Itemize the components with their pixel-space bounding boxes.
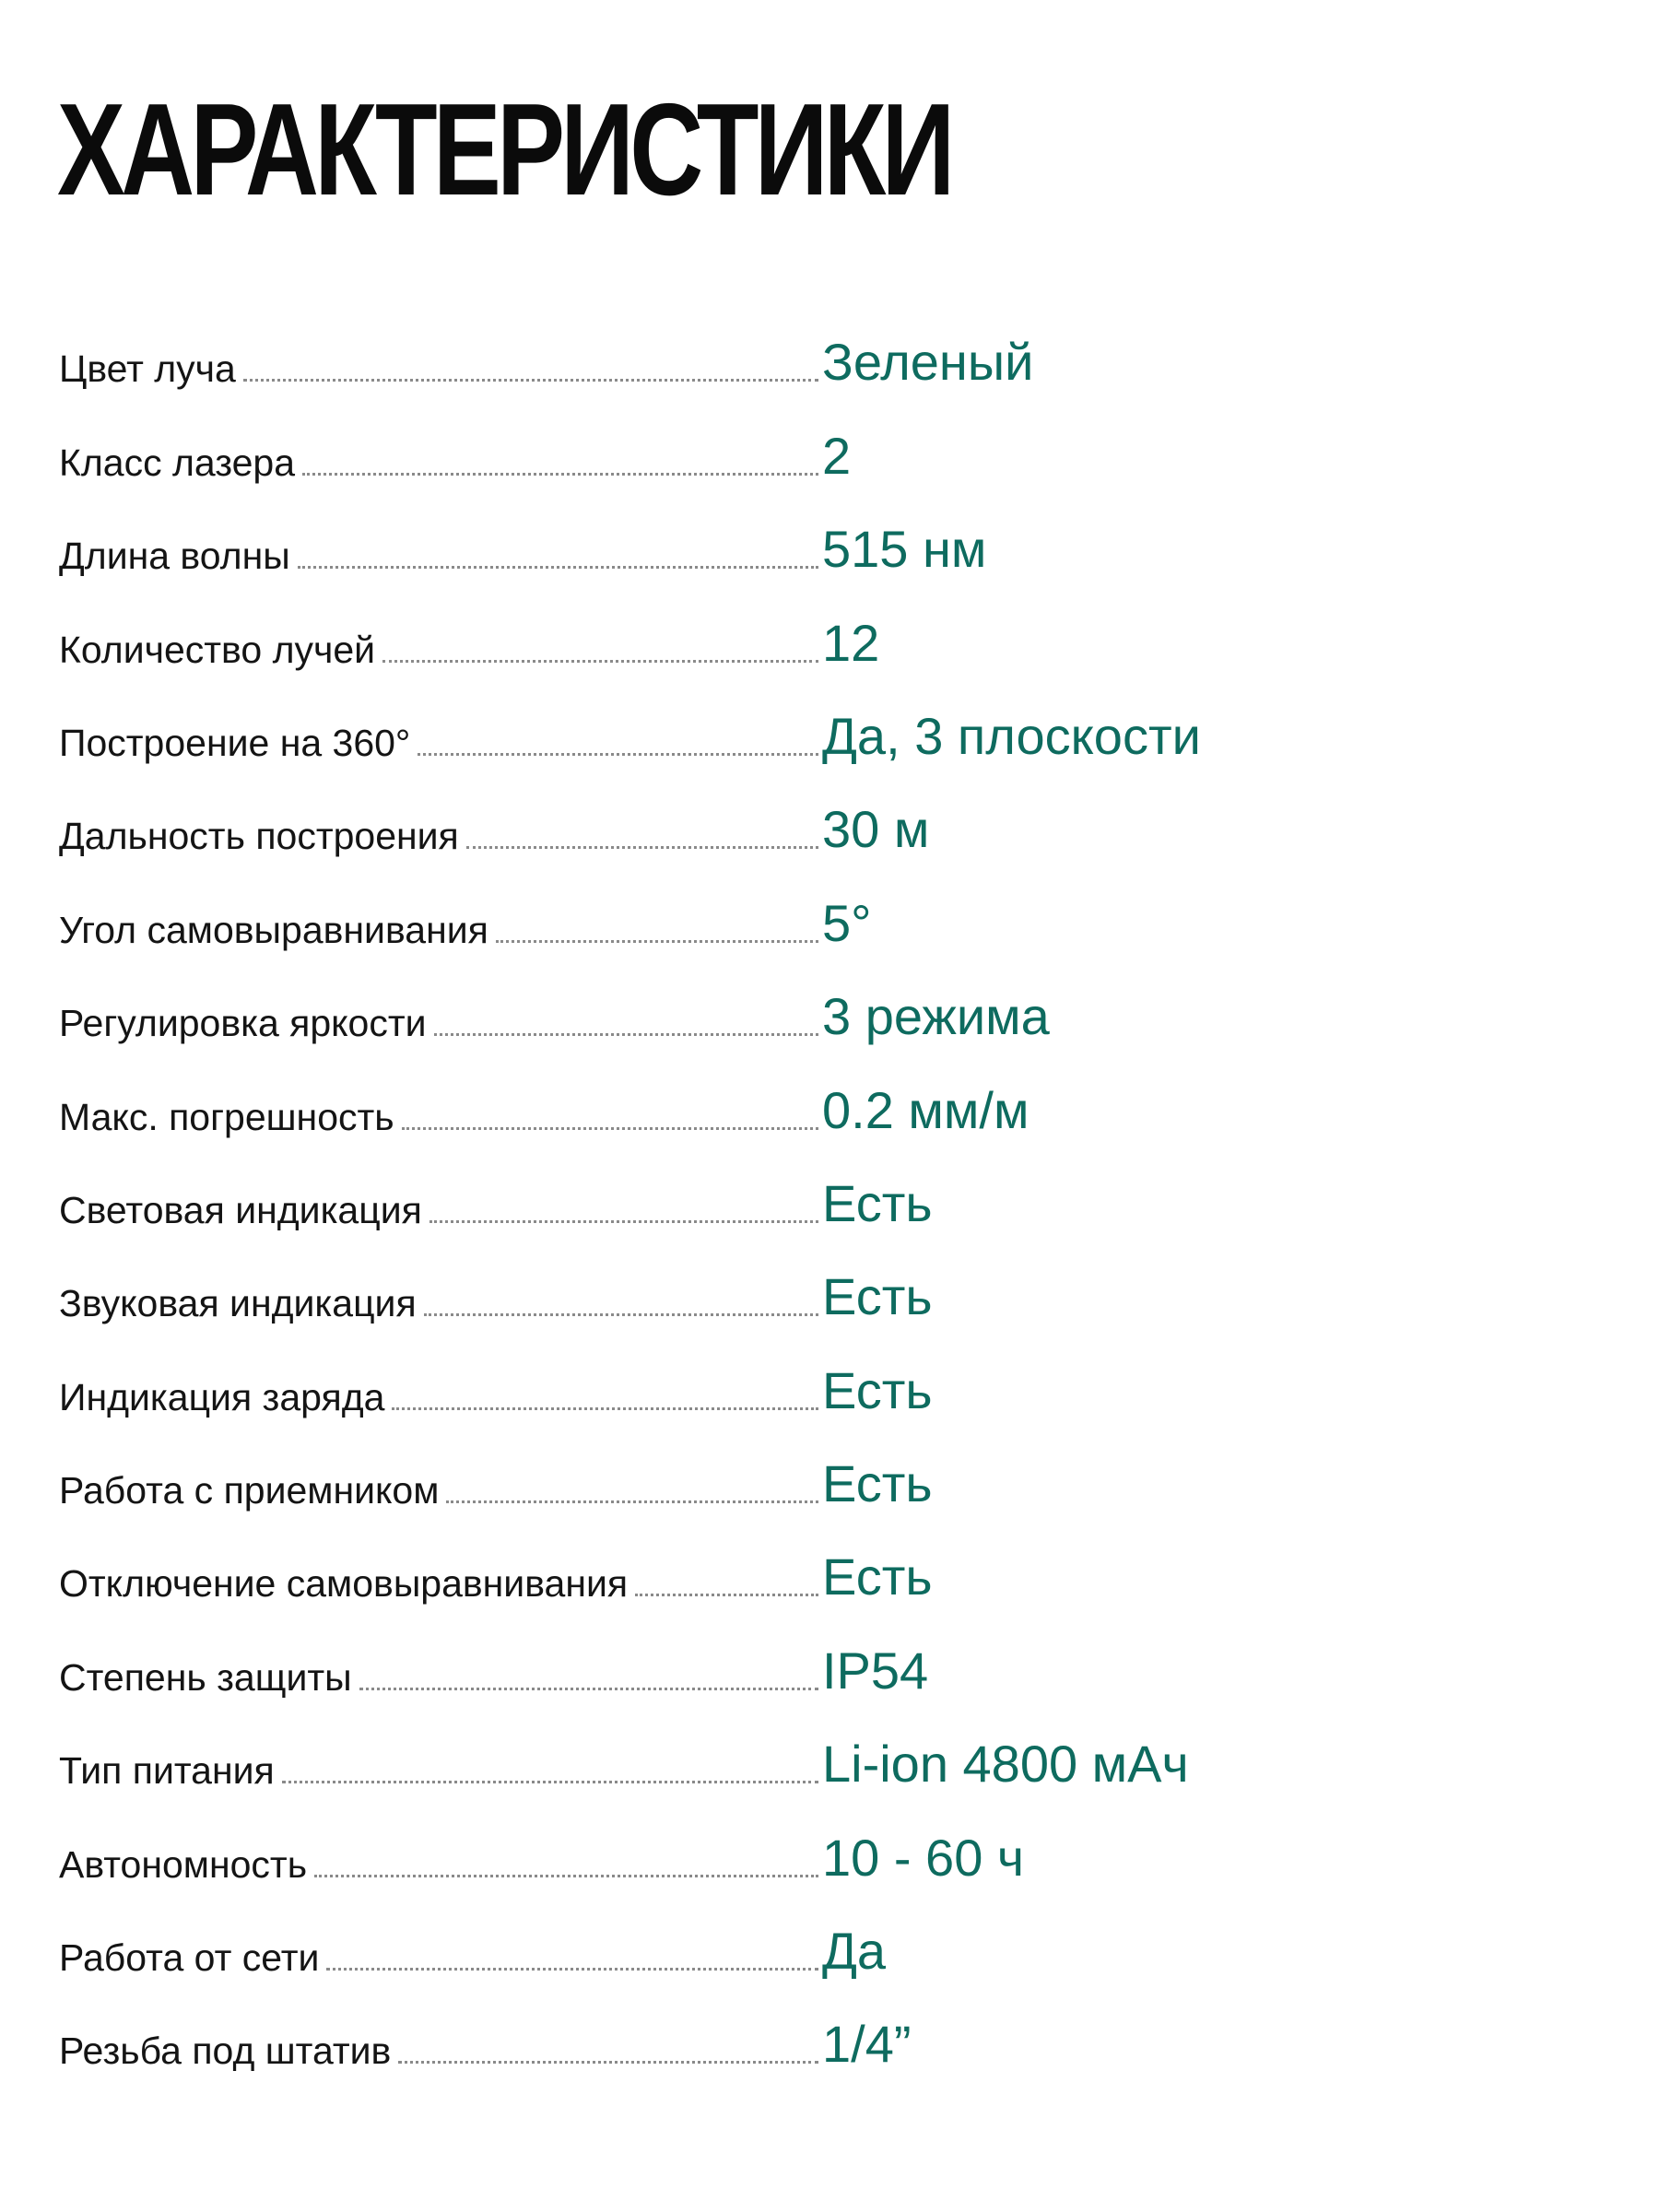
spec-row	[59, 586, 1349, 679]
dotted-leader	[402, 1127, 818, 1130]
spec-row	[59, 1053, 1349, 1147]
spec-row	[59, 1614, 1349, 1707]
dotted-leader	[424, 1313, 818, 1316]
spec-label: Отключение самовыравнивания	[59, 1562, 629, 1606]
spec-row	[59, 306, 1349, 399]
spec-row	[59, 1428, 1349, 1521]
dotted-leader	[302, 473, 818, 476]
spec-label: Работа с приемником	[59, 1469, 440, 1512]
dotted-leader	[392, 1407, 818, 1410]
dotted-leader	[418, 753, 818, 756]
spec-value: 3 режима	[822, 987, 1050, 1046]
spec-value: IP54	[822, 1641, 929, 1700]
spec-row	[59, 773, 1349, 866]
spec-label: Цвет луча	[59, 347, 236, 391]
spec-value: Li-ion 4800 мАч	[822, 1735, 1189, 1794]
page-title: ХАРАКТЕРИСТИКИ	[57, 76, 951, 223]
dotted-leader	[359, 1688, 818, 1690]
spec-label: Класс лазера	[59, 441, 296, 484]
spec-row	[59, 1521, 1349, 1614]
dotted-leader	[635, 1594, 818, 1596]
spec-value: Есть	[822, 1267, 933, 1326]
spec-row	[59, 1801, 1349, 1894]
dotted-leader	[434, 1033, 818, 1036]
spec-row	[59, 866, 1349, 959]
spec-value: 1/4”	[822, 2015, 912, 2074]
spec-value: Есть	[822, 1360, 933, 1419]
spec-label: Степень защиты	[59, 1655, 352, 1699]
spec-label: Работа от сети	[59, 1936, 320, 1980]
spec-label: Световая индикация	[59, 1188, 422, 1231]
dotted-leader	[446, 1500, 818, 1503]
spec-value: Да	[822, 1922, 887, 1981]
spec-row	[59, 1334, 1349, 1427]
spec-value: Зеленый	[822, 333, 1034, 392]
spec-row	[59, 680, 1349, 773]
spec-label: Угол самовыравнивания	[59, 908, 488, 951]
spec-row	[59, 399, 1349, 492]
spec-value: 2	[822, 426, 852, 485]
dotted-leader	[243, 379, 818, 382]
spec-row	[59, 493, 1349, 586]
spec-row	[59, 1708, 1349, 1801]
spec-label: Регулировка яркости	[59, 1002, 427, 1045]
spec-label: Дальность построения	[59, 815, 459, 858]
dotted-leader	[282, 1781, 818, 1783]
spec-value: 10 - 60 ч	[822, 1828, 1025, 1887]
spec-label: Тип питания	[59, 1749, 275, 1793]
spec-row	[59, 1895, 1349, 1988]
spec-label: Резьба под штатив	[59, 2030, 392, 2073]
spec-label: Звуковая индикация	[59, 1282, 417, 1325]
dotted-leader	[314, 1875, 818, 1877]
spec-label: Индикация заряда	[59, 1375, 385, 1418]
dotted-leader	[466, 846, 818, 849]
spec-value: Да, 3 плоскости	[822, 706, 1201, 765]
spec-row	[59, 1147, 1349, 1241]
dotted-leader	[382, 660, 818, 663]
spec-row	[59, 960, 1349, 1053]
dotted-leader	[398, 2061, 818, 2064]
spec-label: Построение на 360°	[59, 721, 411, 764]
spec-row	[59, 1241, 1349, 1334]
dotted-leader	[496, 940, 818, 943]
spec-label: Количество лучей	[59, 628, 376, 671]
dotted-leader	[429, 1220, 818, 1223]
spec-label: Макс. погрешность	[59, 1095, 394, 1138]
spec-value: Есть	[822, 1454, 933, 1513]
dotted-leader	[298, 566, 818, 569]
spec-row	[59, 1988, 1349, 2081]
spec-label: Длина волны	[59, 535, 290, 578]
spec-list	[59, 306, 1349, 2081]
spec-label: Автономность	[59, 1842, 308, 1886]
spec-value: 0.2 мм/м	[822, 1080, 1030, 1139]
spec-value: 5°	[822, 893, 872, 952]
spec-value: 12	[822, 613, 880, 672]
spec-value: 30 м	[822, 800, 930, 859]
spec-value: 515 нм	[822, 520, 987, 579]
spec-value: Есть	[822, 1173, 933, 1232]
spec-value: Есть	[822, 1547, 933, 1606]
dotted-leader	[326, 1968, 818, 1971]
